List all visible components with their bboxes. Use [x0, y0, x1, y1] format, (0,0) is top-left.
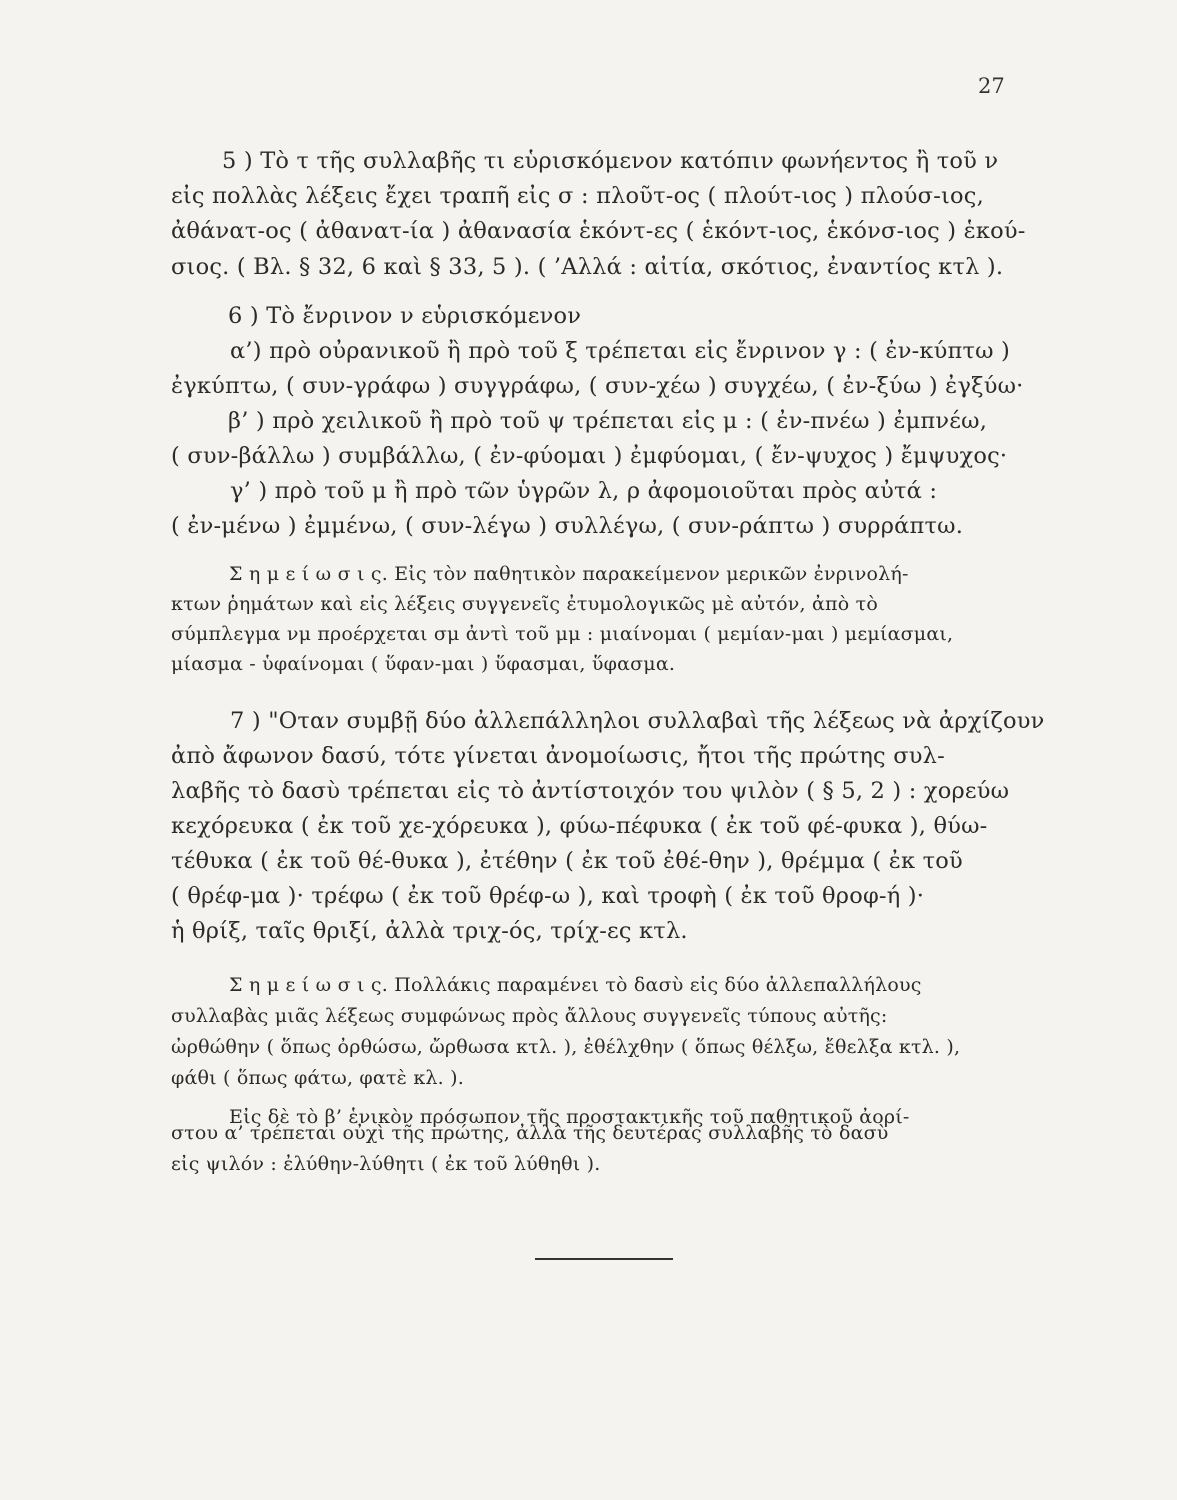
text-line: κτων ῥημάτων καὶ εἰς λέξεις συγγενεῖς ἐτυμολογικῶς μὲ αὐτόν, ἀπὸ τὸ — [171, 593, 878, 615]
text-line: α’) πρὸ οὐρανικοῦ ἢ πρὸ τοῦ ξ τρέπεται εἰς ἔνρινον γ : ( ἐν-κύπτω ) — [230, 338, 1011, 364]
text-line: στου α’ τρέπεται οὐχὶ τῆς πρώτης, ἀλλὰ τῆς δευτέρας συλλαβῆς τὸ δασὺ — [171, 1122, 889, 1144]
text-line: ἡ θρίξ, ταῖς θριξί, ἀλλὰ τριχ-ός, τρίχ-ες κτλ. — [171, 918, 688, 944]
text-line: β’ ) πρὸ χειλικοῦ ἢ πρὸ τοῦ ψ τρέπεται εἰς μ : ( ἐν-πνέω ) ἐμπνέω, — [228, 408, 988, 434]
end-rule — [535, 1258, 673, 1260]
text-line: εἰς πολλὰς λέξεις ἔχει τραπῆ εἰς σ : πλοῦτ-ος ( πλούτ-ιος ) πλούσ-ιος, — [171, 183, 984, 209]
text-line: τέθυκα ( ἐκ τοῦ θέ-θυκα ), ἐτέθην ( ἐκ τοῦ ἐθέ-θην ), θρέμμα ( ἐκ τοῦ — [171, 848, 963, 874]
text-line: λαβῆς τὸ δασὺ τρέπεται εἰς τὸ ἀντίστοιχόν του ψιλὸν ( § 5, 2 ) : χορεύω — [171, 778, 1010, 804]
text-line: μίασμα - ὑφαίνομαι ( ὕφαν-μαι ) ὕφασμαι, ὕφασμα. — [171, 653, 676, 675]
text-line: ἀθάνατ-ος ( ἀθανατ-ία ) ἀθανασία ἑκόντ-ες ( ἑκόντ-ιος, ἑκόνσ-ιος ) ἑκού- — [171, 218, 1026, 244]
text-line: Σ η μ ε ί ω σ ι ς. Πολλάκις παραμένει τὸ δασὺ εἰς δύο ἀλλεπαλλήλους — [229, 974, 922, 996]
text-line: σιος. ( Βλ. § 32, 6 καὶ § 33, 5 ). ( ’Αλλά : αἰτία, σκότιος, ἐναντίος κτλ ). — [171, 254, 1004, 280]
text-line: 5 ) Τὸ τ τῆς συλλαβῆς τι εὑρισκόμενον κατόπιν φωνήεντος ἢ τοῦ ν — [222, 148, 999, 174]
text-line: φάθι ( ὅπως φάτω, φατὲ κλ. ). — [171, 1067, 464, 1089]
text-line: 6 ) Τὸ ἔνρινον ν εὑρισκόμενον — [228, 303, 582, 329]
text-line: συλλαβὰς μιᾶς λέξεως συμφώνως πρὸς ἄλλους συγγενεῖς τύπους αὐτῆς: — [171, 1005, 888, 1027]
text-line: γ’ ) πρὸ τοῦ μ ἢ πρὸ τῶν ὑγρῶν λ, ρ ἀφομοιοῦται πρὸς αὐτά : — [230, 478, 938, 504]
text-line: ( θρέφ-μα )· τρέφω ( ἐκ τοῦ θρέφ-ω ), καὶ τροφὴ ( ἐκ τοῦ θροφ-ή )· — [171, 883, 925, 909]
text-line: ἐγκύπτω, ( συν-γράφω ) συγγράφω, ( συν-χέω ) συγχέω, ( ἐν-ξύω ) ἐγξύω· — [171, 373, 1024, 399]
text-line: ( ἐν-μένω ) ἐμμένω, ( συν-λέγω ) συλλέγω, ( συν-ράπτω ) συρράπτω. — [171, 513, 964, 539]
text-line: Εἰς δὲ τὸ β’ ἑνικὸν πρόσωπον τῆς προστακτικῆς τοῦ παθητικοῦ ἀορί- — [229, 1106, 910, 1128]
text-line: εἰς ψιλόν : ἐλύθην-λύθητι ( ἐκ τοῦ λύθηθι ). — [171, 1153, 601, 1175]
text-line: κεχόρευκα ( ἐκ τοῦ χε-χόρευκα ), φύω-πέφυκα ( ἐκ τοῦ φέ-φυκα ), θύω- — [171, 813, 988, 839]
text-line: 7 ) "Οταν συμβῇ δύο ἀλλεπάλληλοι συλλαβαὶ τῆς λέξεως νὰ ἀρχίζουν — [230, 708, 1045, 734]
text-line: ἀπὸ ἄφωνον δασύ, τότε γίνεται ἀνομοίωσις, ἤτοι τῆς πρώτης συλ- — [171, 743, 945, 769]
text-line: ὠρθώθην ( ὅπως ὀρθώσω, ὤρθωσα κτλ. ), ἐθέλχθην ( ὅπως θέλξω, ἔθελξα κτλ. ), — [171, 1036, 961, 1058]
text-line: σύμπλεγμα νμ προέρχεται σμ ἀντὶ τοῦ μμ : μιαίνομαι ( μεμίαν-μαι ) μεμίασμαι, — [171, 623, 954, 645]
text-line: Σ η μ ε ί ω σ ι ς. Εἰς τὸν παθητικὸν παρακείμενον μερικῶν ἐνρινολή- — [229, 563, 909, 585]
page-number: 27 — [978, 74, 1005, 98]
text-line: ( συν-βάλλω ) συμβάλλω, ( ἐν-φύομαι ) ἐμφύομαι, ( ἔν-ψυχος ) ἔμψυχος· — [171, 443, 1008, 469]
